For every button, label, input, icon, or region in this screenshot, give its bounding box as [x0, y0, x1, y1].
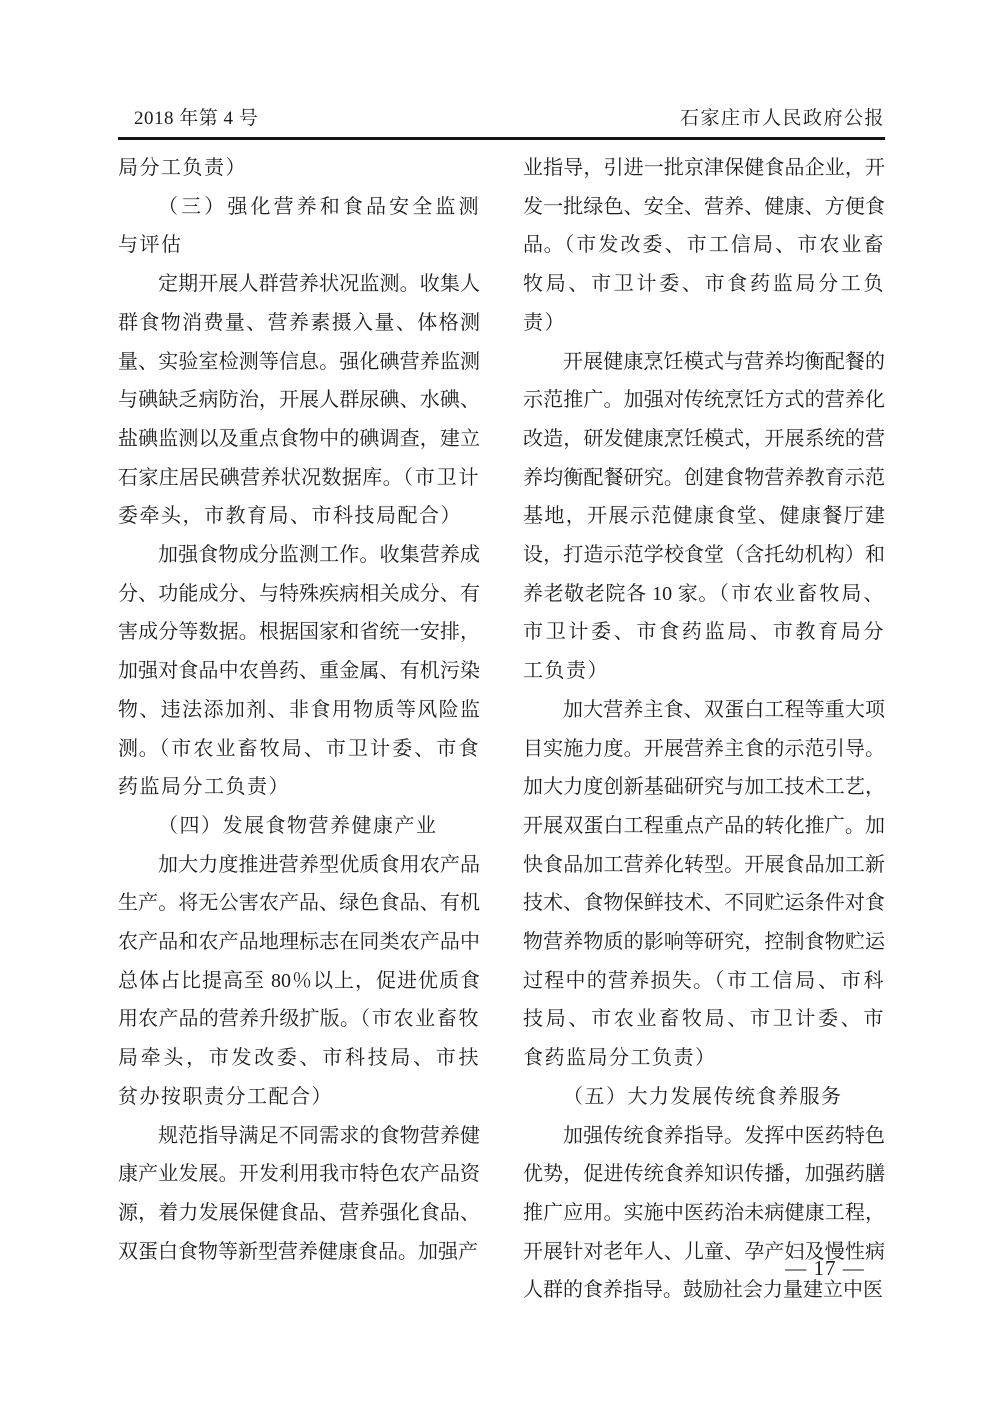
body-text: 加强传统食养指导。发挥中医药特色优势，促进传统食养知识传播，加强药膳推广应用。实施中医药治未病健康工程，开展针对老年人、儿童、孕产妇及慢性病人群的食养指导。鼓励社会力量建立中医 — [523, 1124, 885, 1302]
paragraph — [523, 343, 885, 691]
paragraph — [523, 691, 885, 1078]
document-body — [118, 149, 885, 1310]
left-column — [118, 149, 480, 1310]
publication-title: 石家庄市人民政府公报 — [679, 108, 885, 129]
body-text: 加强食物成分监测工作。收集营养成分、功能成分、与特殊疾病相关成分、有害成分等数据。根据国家和省统一安排，加强对食品中农兽药、重金属、有机污染物、违法添加剂、非食用物质等风险监测。 — [118, 544, 480, 760]
issue-number: 2018 年第 4 号 — [134, 108, 259, 129]
page-header — [118, 103, 885, 130]
body-text: 加大力度推进营养型优质食用农产品生产。将无公害农产品、绿色食品、有机农产品和农产品地理标志在同类农产品中总体占比提高至 80％以上，促进优质食用农产品的营养升级扩版。 — [118, 853, 480, 1031]
body-text: 定期开展人群营养状况监测。收集人群食物消费量、营养素摄入量、体格测量、实验室检测等信息。强化碘营养监测与碘缺乏病防治，开展人群尿碘、水碘、盐碘监测以及重点食物中的碘调查，建立石家庄居民碘营养状况数据库。 — [118, 273, 480, 489]
attribution-text: （市农业畜牧局牵头，市发改委、市科技局、市扶贫办按职责分工配合） — [118, 1008, 481, 1108]
body-text: 业指导，引进一批京津保健食品企业，开发一批绿色、安全、营养、健康、方便食品。 — [523, 157, 885, 257]
section-heading — [118, 188, 480, 265]
paragraph — [118, 149, 480, 188]
attribution-text: （市卫计委牵头，市教育局、市科技局配合） — [118, 466, 481, 528]
attribution-text: （五）大力发展传统食养服务 — [563, 1085, 843, 1108]
paragraph — [118, 536, 480, 807]
paragraph — [118, 1117, 480, 1272]
body-text: 规范指导满足不同需求的食物营养健康产业发展。开发利用我市特色农产品资源，着力发展保健食品、营养强化食品、双蛋白食物等新型营养健康食品。加强产 — [118, 1124, 480, 1263]
attribution-text: （市农业畜牧局、市卫计委、市食药监局、市教育局分工负责） — [523, 582, 886, 683]
paragraph — [118, 846, 480, 1117]
right-column — [523, 149, 885, 1310]
section-heading — [118, 807, 480, 846]
body-text: 开展健康烹饪模式与营养均衡配餐的示范推广。加强对传统烹饪方式的营养化改造，研发健康烹饪模式，开展系统的营养均衡配餐研究。创建食物营养教育示范基地，开展示范健康食堂、健康餐厅建设，打造示范学校食堂（含托幼机构）和养老敬老院各 10 家。 — [523, 350, 885, 605]
paragraph — [118, 265, 480, 536]
header-rule — [118, 137, 885, 140]
paragraph — [523, 149, 885, 343]
attribution-text: （三）强化营养和食品安全监测与评估 — [118, 195, 480, 257]
attribution-text: （市农业畜牧局、市卫计委、市食药监局分工负责） — [118, 737, 480, 799]
attribution-text: （市发改委、市工信局、市农业畜牧局、市卫计委、市食药监局分工负责） — [523, 234, 885, 334]
section-heading — [523, 1078, 885, 1117]
attribution-text: （四）发展食物营养健康产业 — [158, 814, 438, 837]
paragraph — [523, 1117, 885, 1311]
attribution-text: 局分工负责） — [118, 157, 247, 179]
attribution-text: （市工信局、市科技局、市农业畜牧局、市卫计委、市食药监局分工负责） — [523, 969, 885, 1070]
page-number: — 17 — — [785, 1256, 865, 1280]
body-text: 加大营养主食、双蛋白工程等重大项目实施力度。开展营养主食的示范引导。加大力度创新基础研究与加工技术工艺，开展双蛋白工程重点产品的转化推广。加快食品加工营养化转型。开展食品加工新技术、食物保鲜技术、不同贮运条件对食物营养物质的影响等研究，控制食物贮运过程中的营养损失。 — [523, 698, 885, 992]
